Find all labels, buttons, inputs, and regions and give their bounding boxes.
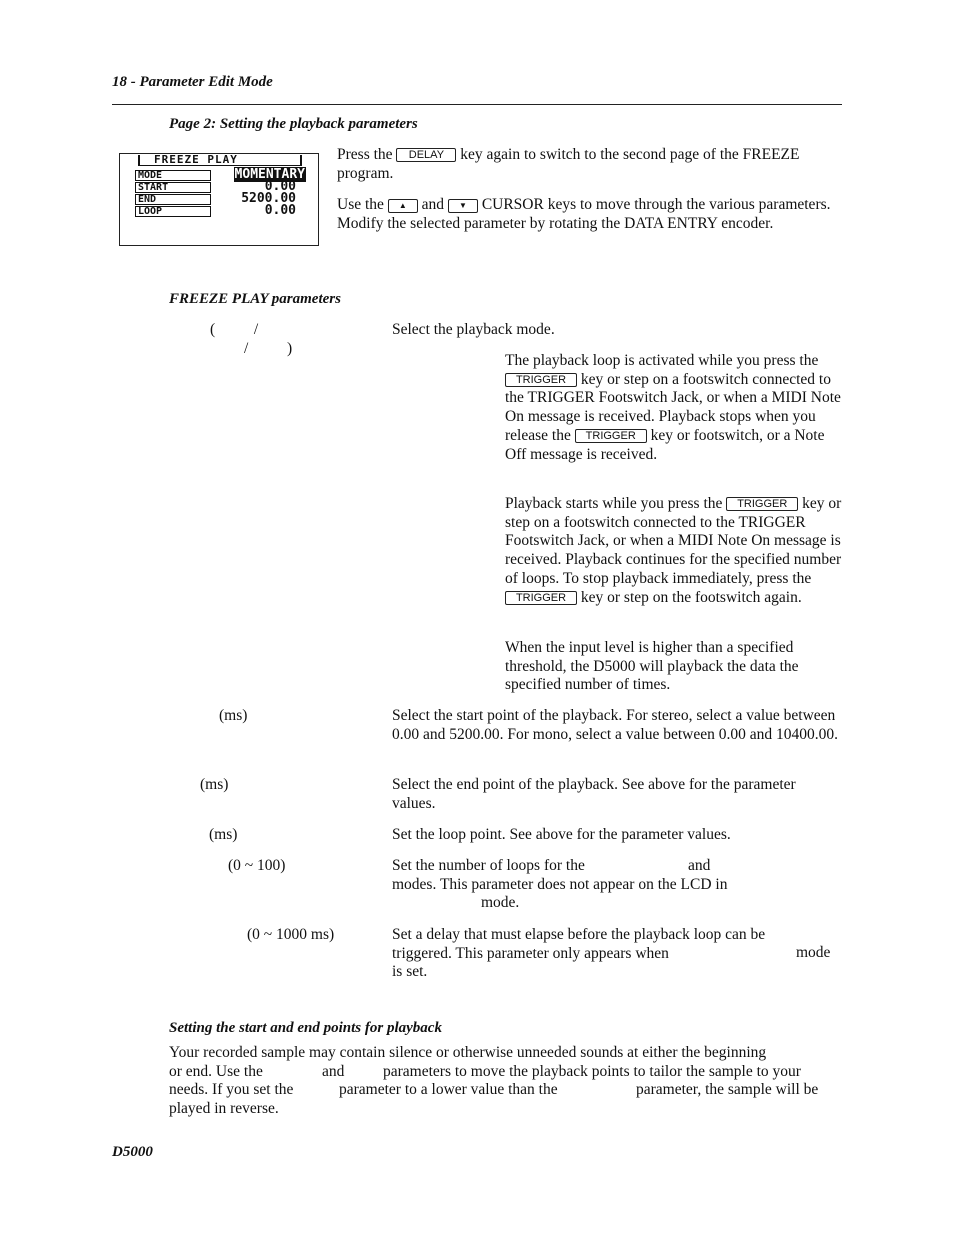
page-header: 18 - Parameter Edit Mode xyxy=(112,74,273,90)
body-line-2c: parameters to move the playback points to tailor the sample to your xyxy=(383,1063,801,1080)
body-line-3c: parameter, the sample will be xyxy=(636,1081,819,1098)
delay-desc-b: mode xyxy=(796,944,831,961)
body-line-4: played in reverse. xyxy=(169,1100,279,1117)
trigger-key: TRIGGER xyxy=(575,429,647,443)
lcd-display xyxy=(119,153,319,246)
body-line-1: Your recorded sample may contain silence or otherwise unneeded sounds at either the beginning xyxy=(169,1044,767,1061)
mode-label-line1: ( / xyxy=(210,321,259,338)
lcd-title-bar xyxy=(138,155,302,166)
end-description: Select the end point of the playback. See above for the parameter values. xyxy=(392,776,796,812)
trigger-key: TRIGGER xyxy=(505,373,577,387)
loops-desc-c: modes. This parameter does not appear on the LCD in xyxy=(392,876,728,893)
input-description: When the input level is higher than a specified threshold, the D5000 will playback the data the specified number of times. xyxy=(505,639,799,694)
lcd-value-mode: MOMENTARY xyxy=(234,167,305,182)
lcd-label-loop: LOOP xyxy=(135,206,211,217)
delay-desc-a: Set a delay that must elapse before the playback loop can be triggered. This parameter only appears when xyxy=(392,926,766,962)
loop-label: (ms) xyxy=(209,826,238,843)
start-label: (ms) xyxy=(219,707,248,724)
header-divider xyxy=(112,104,842,105)
loops-desc-d: mode. xyxy=(481,894,520,911)
trigger-description: Playback starts while you press the TRIGGER key or step on a footswitch connected to the TRIGGER Footswitch Jack, or when a MIDI Note On message is received. Playback continues for the specified number of loops. To stop playback immediately, press the TRIGGER key or step on the footswitch again. xyxy=(505,495,842,606)
lcd-title: FREEZE PLAY xyxy=(154,153,238,166)
lcd-label-start: START xyxy=(135,182,211,193)
lcd-value-loop: 0.00 xyxy=(264,203,296,218)
cursor-down-key: ▼ xyxy=(448,199,478,213)
lcd-label-end: END xyxy=(135,194,211,205)
momentary-description: The playback loop is activated while you press the TRIGGER key or step on a footswitch connected to the TRIGGER Footswitch Jack, or when a MIDI Note On message is received. Playback stops when you release the TRIGGER key or footswitch, or a Note Off message is received. xyxy=(505,352,841,463)
loops-label: (0 ~ 100) xyxy=(228,857,286,874)
lcd-value-end: 5200.00 xyxy=(241,191,296,206)
delay-key: DELAY xyxy=(396,148,456,162)
body-line-3a: needs. If you set the xyxy=(169,1081,294,1098)
mode-label-line2: / ) xyxy=(244,340,293,357)
start-description: Select the start point of the playback. For stereo, select a value between 0.00 and 5200.00. For mono, select a value between 0.00 and 10400.00. xyxy=(392,707,838,743)
section-heading-playback: Page 2: Setting the playback parameters xyxy=(169,116,418,132)
footer-model: D5000 xyxy=(112,1144,153,1160)
paragraph-press-delay: Press the DELAY key again to switch to the second page of the FREEZE program. xyxy=(337,146,800,182)
loop-description: Set the loop point. See above for the parameter values. xyxy=(392,826,731,843)
end-label: (ms) xyxy=(200,776,229,793)
loops-desc-b: and xyxy=(688,857,711,874)
section-heading-parameters: FREEZE PLAY parameters xyxy=(169,291,341,307)
body-line-2a: or end. Use the xyxy=(169,1063,263,1080)
body-line-3b: parameter to a lower value than the xyxy=(339,1081,558,1098)
trigger-key: TRIGGER xyxy=(726,497,798,511)
mode-description: Select the playback mode. xyxy=(392,321,555,338)
loops-desc-a: Set the number of loops for the xyxy=(392,857,585,874)
section-heading-start-end: Setting the start and end points for playback xyxy=(169,1020,442,1036)
cursor-up-key: ▲ xyxy=(388,199,418,213)
lcd-value-start: 0.00 xyxy=(264,179,296,194)
lcd-label-mode: MODE xyxy=(135,170,211,181)
body-line-2b: and xyxy=(322,1063,345,1080)
trigger-key: TRIGGER xyxy=(505,591,577,605)
delay-desc-c: is set. xyxy=(392,963,428,980)
paragraph-cursor-keys: Use the ▲ and ▼ CURSOR keys to move through the various parameters. Modify the selected parameter by rotating the DATA ENTRY encoder. xyxy=(337,196,831,232)
delay-label: (0 ~ 1000 ms) xyxy=(247,926,335,943)
